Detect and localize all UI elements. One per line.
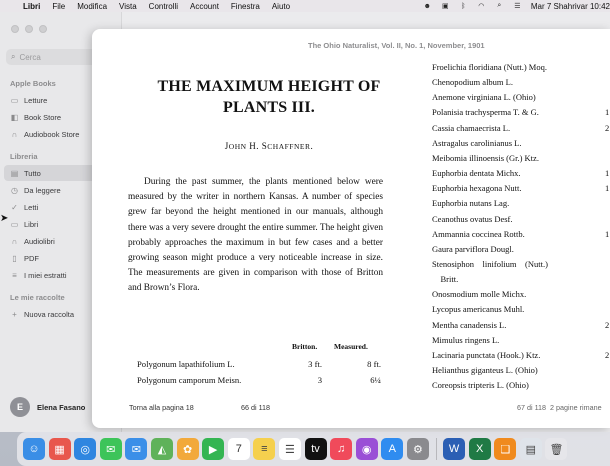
facetime-icon[interactable]: ▶ — [202, 438, 224, 460]
headphones-icon: ∩ — [11, 129, 18, 139]
menu-view[interactable]: Vista — [119, 1, 137, 11]
sidebar-item-label: Tutto — [24, 168, 41, 178]
plant-name: Polygonum camporum Meisn. — [137, 375, 242, 385]
plant-name: Anemone virginiana L. (Ohio) — [432, 92, 536, 103]
avatar: E — [10, 397, 30, 417]
plant-name: Euphorbia hexagona Nutt. — [432, 183, 522, 194]
plant-name: Mentha canadensis L. — [432, 319, 507, 330]
sidebar-item-label: Letti — [24, 202, 39, 212]
height-value: 1 — [605, 228, 610, 239]
list-item — [432, 214, 610, 224]
check-circle-icon: ✓ — [11, 202, 18, 212]
user-account[interactable] — [10, 397, 85, 417]
list-item — [432, 304, 610, 314]
list-item — [432, 335, 610, 345]
plant-name: Ammannia coccinea Rottb. — [432, 228, 525, 239]
list-item — [432, 92, 610, 102]
list-item — [432, 380, 610, 390]
measured-height: 6¼ — [370, 375, 381, 385]
sidebar-item-label: PDF — [24, 253, 39, 263]
left-page-number: 66 di 118 — [241, 403, 271, 412]
menu-help[interactable]: Aiuto — [271, 1, 291, 11]
menu-app-name[interactable]: Libri — [23, 1, 41, 11]
plant-name: Ceanothus ovatus Desf. — [432, 213, 513, 224]
sidebar-item-label: Audiobook Store — [24, 129, 80, 139]
article-author — [128, 141, 410, 151]
right-page-number: 67 di 118 — [517, 403, 547, 412]
plant-name: Euphorbia nutans Lag. — [432, 198, 510, 209]
table-header-measured: Measured. — [334, 342, 368, 351]
list-item — [432, 168, 610, 178]
plant-name: Onosmodium molle Michx. — [432, 289, 527, 300]
article-title-line: PLANTS III. — [222, 99, 315, 116]
bag-icon: ◧ — [10, 112, 19, 122]
minimize-button[interactable] — [25, 25, 33, 33]
excel-icon[interactable]: X — [469, 438, 491, 460]
launchpad-icon[interactable]: ▦ — [49, 438, 71, 460]
britton-height: 3 ft. — [308, 359, 322, 369]
list-item — [432, 365, 610, 375]
display-status-icon[interactable]: ▣ — [442, 3, 449, 10]
menu-window[interactable]: Finestra — [230, 1, 260, 11]
author-part: H. S — [246, 141, 268, 151]
sidebar-item-label: Nuova raccolta — [24, 309, 75, 319]
plant-name: Gaura parviflora Dougl. — [432, 243, 514, 254]
library-header: Libreria — [10, 152, 38, 161]
list-item — [432, 123, 610, 133]
status-area — [423, 0, 610, 12]
height-value: 1 — [605, 168, 610, 179]
close-button[interactable] — [11, 25, 19, 33]
plant-name: Lacinaria punctata (Hook.) Ktz. — [432, 349, 541, 360]
book-open-icon: ▭ — [10, 95, 19, 105]
mail-icon[interactable]: ✉ — [125, 438, 147, 460]
plus-icon: + — [12, 309, 17, 319]
dock-separator — [436, 438, 437, 460]
plant-name: Froelichia floridiana (Nutt.) Moq. — [432, 62, 547, 72]
sidebar-item-label: Audiolibri — [24, 236, 55, 246]
safari-icon[interactable]: ◎ — [74, 438, 96, 460]
list-item — [432, 77, 610, 87]
book-reader-page[interactable] — [92, 29, 610, 428]
music-icon[interactable]: ♫ — [330, 438, 352, 460]
list-item — [432, 153, 610, 163]
article-title-line: THE MAXIMUM HEIGHT OF — [157, 78, 381, 95]
bluetooth-status-icon[interactable]: ᛒ — [461, 2, 466, 10]
list-item — [432, 229, 610, 239]
notes-icon[interactable]: ≡ — [253, 438, 275, 460]
mouse-pointer-icon: ➤ — [0, 213, 9, 224]
sidebar-item-label: Letture — [24, 95, 48, 105]
right-page-status — [517, 403, 602, 412]
menu-account[interactable]: Account — [190, 1, 219, 11]
article-paragraph: During the past summer, the plants mentioned below were measured by the writer in northern Kansas. A number of species grew far beyond the height mentioned in our manuals, although there was a very severe drought the entire summer. The height given probably approaches the maximum in but few cases and a better growing season might produce a very noticeable increase in size. The measurements are given in comparison with those of Britton and Brown’s Flora. — [128, 177, 383, 294]
list-item — [432, 198, 610, 208]
list-item — [432, 320, 610, 330]
headphones-icon: ∩ — [11, 236, 18, 246]
stack-icon: ▤ — [10, 168, 19, 178]
podcasts-icon[interactable]: ◉ — [356, 438, 378, 460]
settings-icon[interactable]: ⚙ — [407, 438, 429, 460]
height-value: 2 — [605, 319, 610, 330]
trash-icon[interactable]: 🗑 — [545, 438, 567, 460]
search-icon: ⌕ — [11, 52, 16, 61]
list-icon: ≡ — [12, 270, 17, 280]
height-value: 1 — [605, 183, 610, 194]
collections-header: Le mie raccolte — [10, 293, 65, 302]
author-part: CHAFFNER — [267, 142, 311, 151]
plant-name: Meibomia illinoensis (Gr.) Ktz. — [432, 152, 539, 163]
plant-name: Lycopus americanus Muhl. — [432, 304, 525, 315]
appletv-icon[interactable]: tv — [305, 438, 327, 460]
dock — [17, 432, 610, 466]
maps-icon[interactable]: ◭ — [151, 438, 173, 460]
list-item — [432, 274, 610, 284]
sidebar-item-label: Book Store — [24, 112, 62, 122]
messages-icon[interactable]: ✉ — [100, 438, 122, 460]
menu-clock[interactable]: Mar 7 Shahrivar 10:42 — [530, 1, 610, 11]
list-item — [432, 244, 610, 254]
plant-name: Euphorbia dentata Michx. — [432, 168, 521, 179]
menu-file[interactable]: File — [52, 1, 66, 11]
plant-name: Astragalus carolinianus L. — [432, 137, 522, 148]
plant-name: Polygonum lapathifolium L. — [137, 359, 235, 369]
running-head: The Ohio Naturalist, Vol. II, No. 1, November, 1901 — [308, 41, 485, 50]
document-icon: ▯ — [12, 253, 17, 263]
menu-controls[interactable]: Controlli — [148, 1, 179, 11]
window-controls — [11, 25, 47, 33]
britton-height: 3 — [317, 375, 322, 385]
apple-books-header: Apple Books — [10, 79, 56, 88]
sidebar-item-label: Libri — [24, 219, 39, 229]
plant-name: Stenosiphon linifolium (Nutt.) — [432, 258, 548, 269]
list-item — [432, 183, 610, 193]
arrow-circle-icon: ◷ — [11, 185, 18, 195]
wifi-status-icon[interactable]: ◠ — [478, 3, 485, 10]
table-header-britton: Britton. — [292, 342, 318, 351]
photos-icon[interactable]: ✿ — [177, 438, 199, 460]
book-icon: ▭ — [10, 219, 19, 229]
plant-name: Coreopsis tripteris L. (Ohio) — [432, 380, 529, 391]
plant-name: Mimulus ringens L. — [432, 334, 500, 345]
preview-icon[interactable]: ▤ — [520, 438, 542, 460]
reminders-icon[interactable]: ☰ — [279, 438, 301, 460]
plant-name: Cassia chamaecrista L. — [432, 122, 511, 133]
books-window — [0, 12, 610, 432]
finder-icon[interactable]: ☺ — [23, 438, 45, 460]
article-title — [128, 76, 410, 118]
books-icon[interactable]: ❑ — [494, 438, 516, 460]
measured-height: 8 ft. — [367, 359, 381, 369]
height-value: 2 — [605, 349, 610, 360]
list-item — [432, 62, 610, 72]
height-value: 2 — [605, 122, 610, 133]
plant-name: Chenopodium album L. — [432, 77, 513, 88]
sidebar-item-label: I miei estratti — [24, 270, 67, 280]
menu-edit[interactable]: Modifica — [77, 1, 108, 11]
author-part: J — [224, 141, 229, 151]
menu-bar — [0, 0, 610, 12]
height-value: 1 — [605, 107, 610, 118]
appstore-icon[interactable]: A — [381, 438, 403, 460]
control-center-icon[interactable]: ☰ — [514, 3, 521, 10]
back-to-page-link[interactable]: Torna alla pagina 18 — [129, 403, 194, 412]
list-item — [432, 350, 610, 360]
list-item — [432, 138, 610, 148]
plant-name: Polanisia trachysperma T. & G. — [432, 107, 539, 118]
author-part: . — [310, 141, 314, 151]
plant-name: Britt. — [432, 274, 459, 285]
search-placeholder: Cerca — [19, 52, 41, 62]
user-name: Elena Fasano — [37, 402, 86, 412]
search-status-icon[interactable]: ⌕ — [497, 2, 502, 9]
list-item — [432, 259, 610, 269]
list-item — [432, 107, 610, 117]
author-part: OHN — [228, 142, 247, 151]
sidebar-item-label: Da leggere — [24, 185, 61, 195]
list-item — [432, 289, 610, 299]
pages-remaining: 2 pagine rimane — [550, 403, 602, 412]
calendar-icon[interactable]: 7 — [228, 438, 250, 460]
word-icon[interactable]: W — [443, 438, 465, 460]
plant-name: Helianthus giganteus L. (Ohio) — [432, 365, 538, 375]
zoom-button[interactable] — [39, 25, 47, 33]
character-status-icon[interactable]: ☻ — [423, 2, 432, 10]
